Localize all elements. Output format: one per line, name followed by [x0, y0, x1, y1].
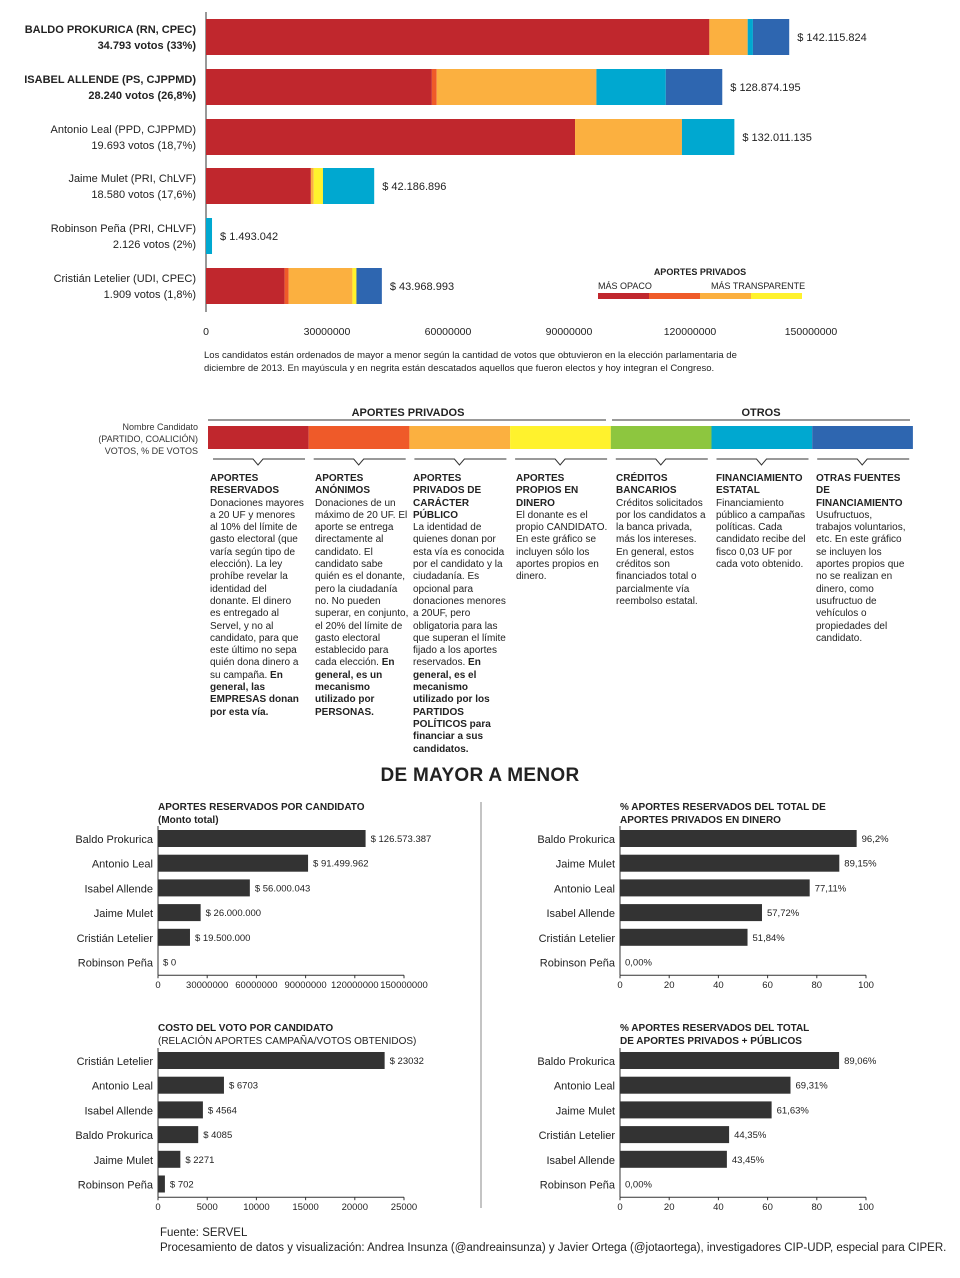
key-desc-body: El donante es el propio CANDIDATO. En este gráfico se incluyen sólo los aportes propios en dinero.: [516, 509, 608, 583]
main-legend-right: MÁS TRANSPARENTE: [711, 281, 806, 291]
small-chart-value-label: $ 6703: [228, 1080, 259, 1092]
small-chart-subtitle: APORTES PRIVADOS EN DINERO: [620, 815, 781, 826]
key-color-caracter-publico: [409, 426, 510, 449]
main-bar-segment-caracter-publico: [709, 19, 747, 55]
small-chart-bar: [158, 1077, 224, 1094]
key-desc-title: FINANCIAMIENTO ESTATAL: [716, 473, 803, 497]
main-bar-segment-reservados: [206, 268, 285, 304]
small-chart-bar: [158, 1052, 385, 1069]
key-desc-body: Usufructuos, trabajos voluntarios, etc. En este gráfico se incluyen los aportes propios que no se realizan en dinero, como usufructuo de vehículos o propiedades del candidato.: [816, 509, 906, 644]
small-chart-bar: [620, 929, 748, 946]
key-desc-reservados: [210, 473, 304, 719]
main-candidate-name: Antonio Leal (PPD, CJPPMD): [50, 124, 196, 136]
key-desc-body: Donaciones de un máximo de 20 UF. El aporte se entrega directamente al candidato. El candidato sabe quién es el donante, pero la ciudadanía no. No pueden superar, en conjunto, el 20% del límite de gasto electoral establecido para cada elección.: [315, 497, 409, 669]
main-bar-total-label: $ 128.874.195: [730, 82, 801, 94]
main-bar-total-label: $ 1.493.042: [220, 231, 279, 243]
main-bar-total-label: $ 142.115.824: [797, 32, 867, 44]
small-chart-bar: [158, 929, 190, 946]
key-candidate-label: [80, 421, 198, 457]
small-chart-value-label: $ 0: [163, 957, 177, 969]
main-bar-segment-propios: [314, 168, 323, 204]
small-chart-x-tick-label: 5000: [196, 1202, 218, 1214]
small-chart-value-label: 0,00%: [625, 957, 652, 969]
small-chart-bar: [620, 855, 839, 872]
main-candidate-name: Robinson Peña (PRI, CHLVF): [50, 223, 196, 235]
small-chart-value-label: $ 56.000.043: [254, 883, 311, 895]
small-chart-category-label: Isabel Allende: [84, 883, 153, 896]
key-desc-body: Créditos solicitados por los candidatos a la banca privada, más los intereses. En general, estos créditos son financiados total o parcialmente vía reembolso estatal.: [616, 497, 706, 607]
key-bracket: [616, 459, 708, 465]
small-chart-value-label: $ 4085: [203, 1130, 233, 1142]
main-candidate-votes: 18.580 votos (17,6%): [91, 189, 196, 201]
small-chart-value-label: 57,72%: [766, 908, 800, 920]
key-color-otras-fuentes: [812, 426, 913, 449]
small-chart-x-tick-label: 60: [762, 1202, 773, 1214]
small-chart-title: COSTO DEL VOTO POR CANDIDATO: [158, 1023, 334, 1034]
small-chart-category-label: Robinson Peña: [77, 1179, 153, 1192]
small-chart-category-label: Jaime Mulet: [555, 1105, 615, 1118]
small-chart-category-label: Antonio Leal: [553, 1080, 615, 1093]
section-title: DE MAYOR A MENOR: [380, 765, 580, 786]
small-chart-bar: [158, 1176, 165, 1193]
key-candidate-line: (PARTIDO, COALICIÓN): [98, 434, 198, 444]
small-chart-x-tick-label: 60: [762, 980, 773, 992]
small-chart-x-tick-label: 150000000: [380, 980, 428, 992]
main-x-tick-label: 30000000: [303, 326, 351, 338]
key-desc-creditos: [616, 473, 710, 608]
key-group-otros-label: OTROS: [741, 407, 781, 419]
small-chart-subtitle: (RELACIÓN APORTES CAMPAÑA/VOTOS OBTENIDOS): [158, 1036, 417, 1047]
small-chart-value-label: 69,31%: [795, 1080, 828, 1092]
small-chart-x-tick-label: 20: [663, 1202, 675, 1214]
small-chart-x-tick-label: 20: [663, 980, 675, 992]
small-chart-x-tick-label: 0: [155, 980, 161, 992]
small-chart-x-tick-label: 0: [617, 1202, 623, 1214]
main-legend-swatch-anonimos: [649, 293, 700, 299]
small-chart-title: % APORTES RESERVADOS DEL TOTAL: [620, 1023, 810, 1034]
small-chart-x-tick-label: 20000: [341, 1202, 369, 1214]
small-chart-category-label: Jaime Mulet: [93, 908, 153, 921]
small-chart-value-label: $ 19.500.000: [194, 932, 251, 944]
small-chart-bar: [620, 1151, 727, 1168]
small-chart-x-tick-label: 0: [155, 1202, 161, 1214]
main-candidate-votes: 1.909 votos (1,8%): [103, 289, 196, 301]
small-chart-category-label: Baldo Prokurica: [537, 1056, 615, 1068]
small-chart-x-tick-label: 100: [858, 980, 874, 992]
main-candidate-votes: 2.126 votos (2%): [112, 239, 196, 251]
key-bracket: [817, 459, 909, 465]
main-candidate-name: Jaime Mulet (PRI, ChLVF): [68, 173, 196, 185]
small-chart-value-label: 96,2%: [861, 834, 889, 845]
main-bar-total-label: $ 42.186.896: [382, 181, 447, 193]
small-chart-value-label: $ 23032: [389, 1056, 424, 1067]
small-chart-category-label: Cristián Letelier: [76, 932, 153, 945]
key-bracket: [213, 459, 305, 465]
main-x-tick-label: 150000000: [784, 326, 838, 338]
key-desc-propios: [516, 473, 610, 584]
small-chart-bar: [620, 879, 810, 896]
key-desc-title: APORTES PRIVADOS DE CARÁCTER PÚBLICO: [413, 473, 482, 521]
main-bar-segment-caracter-publico: [311, 168, 314, 204]
key-desc-anonimos: [315, 473, 409, 719]
main-bar-segment-financiamiento-estatal: [596, 69, 665, 105]
small-chart-value-label: 51,84%: [752, 932, 785, 944]
key-color-propios: [510, 426, 611, 449]
small-chart-bar: [620, 904, 762, 921]
key-desc-financiamiento-estatal: [716, 473, 810, 571]
main-legend-swatch-caracter-publico: [700, 293, 751, 299]
small-chart-bar: [158, 830, 366, 847]
key-desc-title: APORTES RESERVADOS: [210, 473, 280, 497]
key-desc-caracter-publico: [413, 473, 507, 756]
small-chart-value-label: $ 4564: [207, 1105, 237, 1117]
small-chart-category-label: Antonio Leal: [553, 883, 615, 896]
small-chart-value-label: 43,45%: [731, 1154, 765, 1166]
key-group-privados-label: APORTES PRIVADOS: [351, 407, 465, 419]
small-chart-value-label: 61,63%: [776, 1105, 809, 1117]
small-chart-category-label: Baldo Prokurica: [537, 834, 615, 846]
main-bar-segment-financiamiento-estatal: [206, 218, 212, 254]
small-chart-value-label: $ 702: [169, 1179, 194, 1191]
small-chart-x-tick-label: 40: [713, 980, 724, 992]
small-chart-x-tick-label: 80: [811, 1202, 823, 1214]
main-bar-segment-financiamiento-estatal: [682, 119, 734, 155]
main-bar-segment-reservados: [206, 19, 709, 55]
small-chart-value-label: 89,06%: [844, 1056, 877, 1067]
main-candidate-name: BALDO PROKURICA (RN, CPEC): [24, 24, 196, 36]
main-bar-segment-financiamiento-estatal: [323, 168, 374, 204]
key-candidate-line: Nombre Candidato: [122, 422, 198, 432]
key-bracket: [717, 459, 809, 465]
small-chart-category-label: Jaime Mulet: [93, 1154, 153, 1167]
main-bar-segment-anonimos: [285, 268, 289, 304]
main-bar-segment-reservados: [206, 168, 311, 204]
main-legend-title: APORTES PRIVADOS: [653, 267, 747, 277]
main-bar-segment-reservados: [206, 69, 432, 105]
main-candidate-name: ISABEL ALLENDE (PS, CJPPMD): [24, 74, 196, 86]
main-bar-total-label: $ 43.968.993: [389, 281, 455, 293]
key-desc-body: Donaciones mayores a 20 UF y menores al 10% del límite de gasto electoral (que varía según tipo de elección). La ley prohíbe revelar la identidad del donante. El dinero es entregado al Servel, y no al candidato, para que este último no sepa quién dona dinero a su campaña.: [210, 497, 304, 681]
main-legend-swatch-reservados: [598, 293, 649, 299]
key-color-creditos: [611, 426, 712, 449]
key-color-reservados: [208, 426, 309, 449]
key-candidate-line: VOTOS, % DE VOTOS: [104, 446, 198, 456]
main-bar-segment-financiamiento-estatal: [748, 19, 753, 55]
small-chart-category-label: Robinson Peña: [539, 1179, 615, 1192]
key-color-financiamiento-estatal: [712, 426, 813, 449]
small-chart-bar: [620, 1101, 772, 1118]
small-chart-bar: [620, 1077, 791, 1094]
small-chart-category-label: Cristián Letelier: [538, 932, 615, 945]
main-x-tick-label: 90000000: [545, 326, 593, 338]
small-chart-category-label: Baldo Prokurica: [75, 1130, 153, 1143]
small-chart-x-tick-label: 40: [713, 1202, 724, 1214]
small-chart-bar: [620, 1126, 729, 1143]
small-chart-bar: [158, 879, 250, 896]
small-chart-category-label: Baldo Prokurica: [75, 834, 153, 846]
small-chart-bar: [158, 1151, 180, 1168]
footer-credits: Procesamiento de datos y visualización: Andrea Insunza (@andreainsunza) y Javier Ortega (@jotaortega), investigadores CIP-UDP, especial para CIPER.: [160, 1242, 947, 1254]
small-chart-bar: [158, 904, 201, 921]
main-bar-total-label: $ 132.011.135: [742, 132, 812, 144]
main-x-tick-label: 0: [203, 326, 209, 338]
main-bar-segment-propios: [352, 268, 356, 304]
key-desc-title: OTRAS FUENTES DE FINANCIAMIENTO: [816, 473, 903, 509]
small-chart-value-label: 89,15%: [844, 858, 877, 870]
main-candidate-votes: 28.240 votos (26,8%): [88, 90, 196, 102]
small-chart-bar: [158, 855, 308, 872]
small-chart-subtitle: (Monto total): [158, 815, 219, 826]
main-candidate-votes: 34.793 votos (33%): [97, 40, 196, 52]
small-chart-title: % APORTES RESERVADOS DEL TOTAL DE: [620, 802, 826, 813]
small-chart-x-tick-label: 30000000: [186, 980, 229, 992]
small-chart-category-label: Robinson Peña: [539, 957, 615, 970]
key-bracket: [515, 459, 607, 465]
small-chart-value-label: $ 2271: [185, 1154, 215, 1166]
small-chart-category-label: Antonio Leal: [91, 858, 153, 871]
small-chart-value-label: $ 91.499.962: [313, 858, 369, 870]
main-legend-left: MÁS OPACO: [598, 281, 652, 291]
small-chart-x-tick-label: 90000000: [284, 980, 327, 992]
small-chart-value-label: $ 26.000.000: [205, 908, 262, 920]
key-color-anonimos: [309, 426, 410, 449]
small-chart-x-tick-label: 0: [617, 980, 623, 992]
main-bar-segment-caracter-publico: [575, 119, 682, 155]
small-chart-value-label: 44,35%: [734, 1130, 767, 1142]
small-chart-category-label: Isabel Allende: [546, 1154, 615, 1167]
small-chart-x-tick-label: 25000: [390, 1202, 418, 1214]
key-bracket: [414, 459, 506, 465]
main-legend-swatch-propios: [751, 293, 802, 299]
key-desc-bold: En general, es un mecanismo utilizado por PERSONAS.: [315, 657, 395, 718]
main-candidate-votes: 19.693 votos (18,7%): [91, 140, 196, 152]
main-x-tick-label: 60000000: [424, 326, 472, 338]
main-candidate-name: Cristián Letelier (UDI, CPEC): [53, 273, 196, 285]
small-chart-bar: [158, 1126, 198, 1143]
key-desc-title: CRÉDITOS BANCARIOS: [616, 473, 677, 497]
small-chart-category-label: Isabel Allende: [546, 908, 615, 921]
footer: [160, 1226, 946, 1256]
chart-order-note: Los candidatos están ordenados de mayor a menor según la cantidad de votos que obtuvieron en la elección parlamentaria de diciembre de 2013. En mayúscula y en negrita están descatados aquellos que fueron electos y hoy integran el Congreso.: [204, 350, 737, 374]
key-bracket: [314, 459, 406, 465]
key-desc-bold: En general, es el mecanismo utilizado por los PARTIDOS POLÍTICOS para financiar a sus candidatos.: [413, 657, 491, 755]
key-desc-title: APORTES PROPIOS EN DINERO: [516, 473, 579, 509]
small-chart-category-label: Isabel Allende: [84, 1105, 153, 1118]
small-chart-x-tick-label: 10000: [243, 1202, 270, 1214]
small-chart-x-tick-label: 100: [858, 1202, 874, 1214]
key-desc-title: APORTES ANÓNIMOS: [315, 473, 370, 497]
small-chart-bar: [158, 1101, 203, 1118]
small-chart-x-tick-label: 80: [811, 980, 823, 992]
main-bar-segment-otras-fuentes: [356, 268, 381, 304]
main-bar-segment-caracter-publico: [437, 69, 597, 105]
small-chart-value-label: $ 126.573.387: [370, 834, 432, 845]
main-bar-segment-otras-fuentes: [666, 69, 722, 105]
footer-source: Fuente: SERVEL: [160, 1227, 248, 1239]
small-chart-x-tick-label: 120000000: [331, 980, 379, 992]
main-bar-segment-anonimos: [432, 69, 437, 105]
main-bar-segment-otras-fuentes: [753, 19, 789, 55]
small-chart-category-label: Jaime Mulet: [555, 858, 615, 871]
small-chart-value-label: 0,00%: [625, 1179, 652, 1191]
key-desc-body: Financiamiento público a campañas políticas. Cada candidato recibe del fisco 0,03 UF por cada voto obtenido.: [716, 497, 806, 571]
main-x-tick-label: 120000000: [663, 326, 717, 338]
small-chart-x-tick-label: 15000: [292, 1202, 319, 1214]
key-desc-otras-fuentes: [816, 473, 910, 645]
small-chart-category-label: Antonio Leal: [91, 1080, 153, 1093]
small-chart-value-label: 77,11%: [814, 883, 847, 895]
key-desc-bold: En general, las EMPRESAS donan por esta vía.: [210, 669, 299, 718]
small-chart-category-label: Cristián Letelier: [538, 1130, 615, 1143]
small-chart-category-label: Cristián Letelier: [76, 1056, 153, 1068]
small-chart-category-label: Robinson Peña: [77, 957, 153, 970]
small-chart-subtitle: DE APORTES PRIVADOS + PÚBLICOS: [620, 1036, 802, 1047]
key-desc-body: La identidad de quienes donan por esta vía es conocida por el candidato y la ciudadanía. Es opcional para donaciones menores a 20UF, pero obligatoria para las que superan el límite fijado a los aportes reservados.: [413, 522, 506, 669]
small-chart-x-tick-label: 60000000: [235, 980, 278, 992]
small-chart-bar: [620, 830, 857, 847]
small-chart-bar: [620, 1052, 839, 1069]
small-chart-title: APORTES RESERVADOS POR CANDIDATO: [158, 802, 365, 813]
main-bar-segment-caracter-publico: [289, 268, 353, 304]
main-bar-segment-reservados: [206, 119, 575, 155]
